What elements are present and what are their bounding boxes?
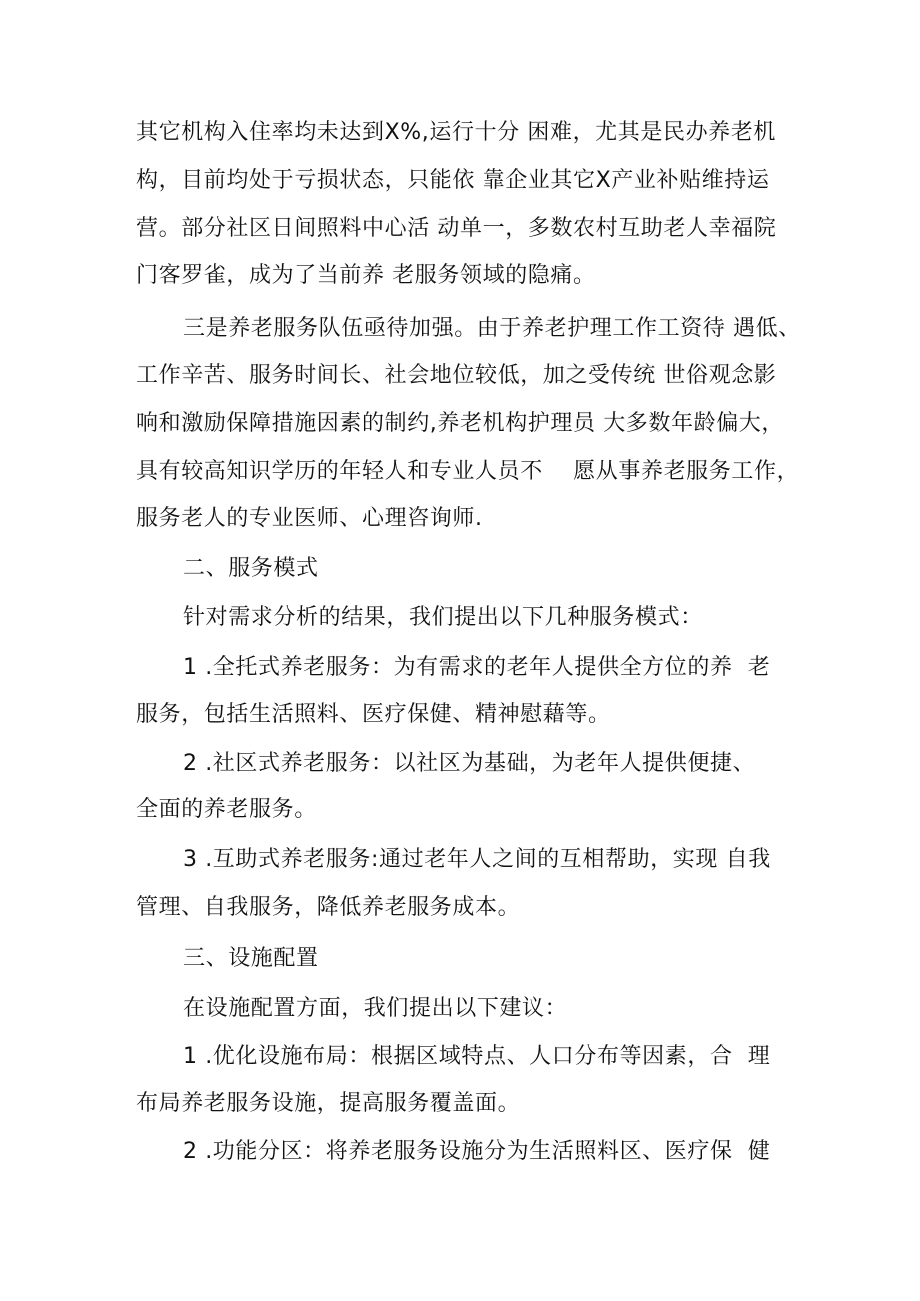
- text-line: 服务，包括生活照料、医疗保健、精神慰藉等。: [136, 702, 611, 727]
- text-line: 构，目前均处于亏损状态，只能依 靠企业其它X产业补贴维持运: [136, 168, 770, 193]
- list-item: 1 .全托式养老服务：为有需求的老年人提供全方位的养 老: [183, 655, 771, 680]
- text-line: 三是养老服务队伍亟待加强。由于养老护理工作工资待 遇低、: [183, 316, 801, 341]
- text-line: 工作辛苦、服务时间长、社会地位较低，加之受传统 世俗观念影: [136, 363, 777, 388]
- text-line: 营。部分社区日间照料中心活 动单一，多数农村互助老人幸福院: [136, 216, 777, 241]
- text-line: 布局养老服务设施，提高服务覆盖面。: [136, 1091, 521, 1116]
- text-line: 具有较高知识学历的年轻人和专业人员不 愿从事养老服务工作，: [136, 459, 800, 484]
- list-item: 1 .优化设施布局：根据区域特点、人口分布等因素，合 理: [183, 1044, 771, 1069]
- section-heading: 二、服务模式: [183, 556, 319, 581]
- text-line: 全面的养老服务。: [136, 797, 317, 822]
- text-line: 管理、自我服务，降低养老服务成本。: [136, 895, 521, 920]
- section-heading: 三、设施配置: [183, 946, 319, 971]
- list-item: 3 .互助式养老服务:通过老年人之间的互相帮助，实现 自我: [183, 847, 771, 872]
- text-line: 其它机构入住率均未达到X%,运行十分 困难，尤其是民办养老机: [136, 120, 776, 145]
- text-line: 针对需求分析的结果，我们提出以下几种服务模式：: [183, 605, 703, 630]
- list-item: 2 .社区式养老服务：以社区为基础，为老年人提供便捷、: [183, 751, 756, 776]
- text-line: 服务老人的专业医师、心理咨询师.: [136, 506, 483, 531]
- list-item: 2 .功能分区：将养老服务设施分为生活照料区、医疗保 健: [183, 1139, 771, 1164]
- text-line: 门客罗雀，成为了当前养 老服务领域的隐痛。: [136, 263, 596, 288]
- text-line: 在设施配置方面，我们提出以下建议：: [183, 996, 568, 1021]
- text-line: 响和激励保障措施因素的制约,养老机构护理员 大多数年龄偏大，: [136, 411, 784, 436]
